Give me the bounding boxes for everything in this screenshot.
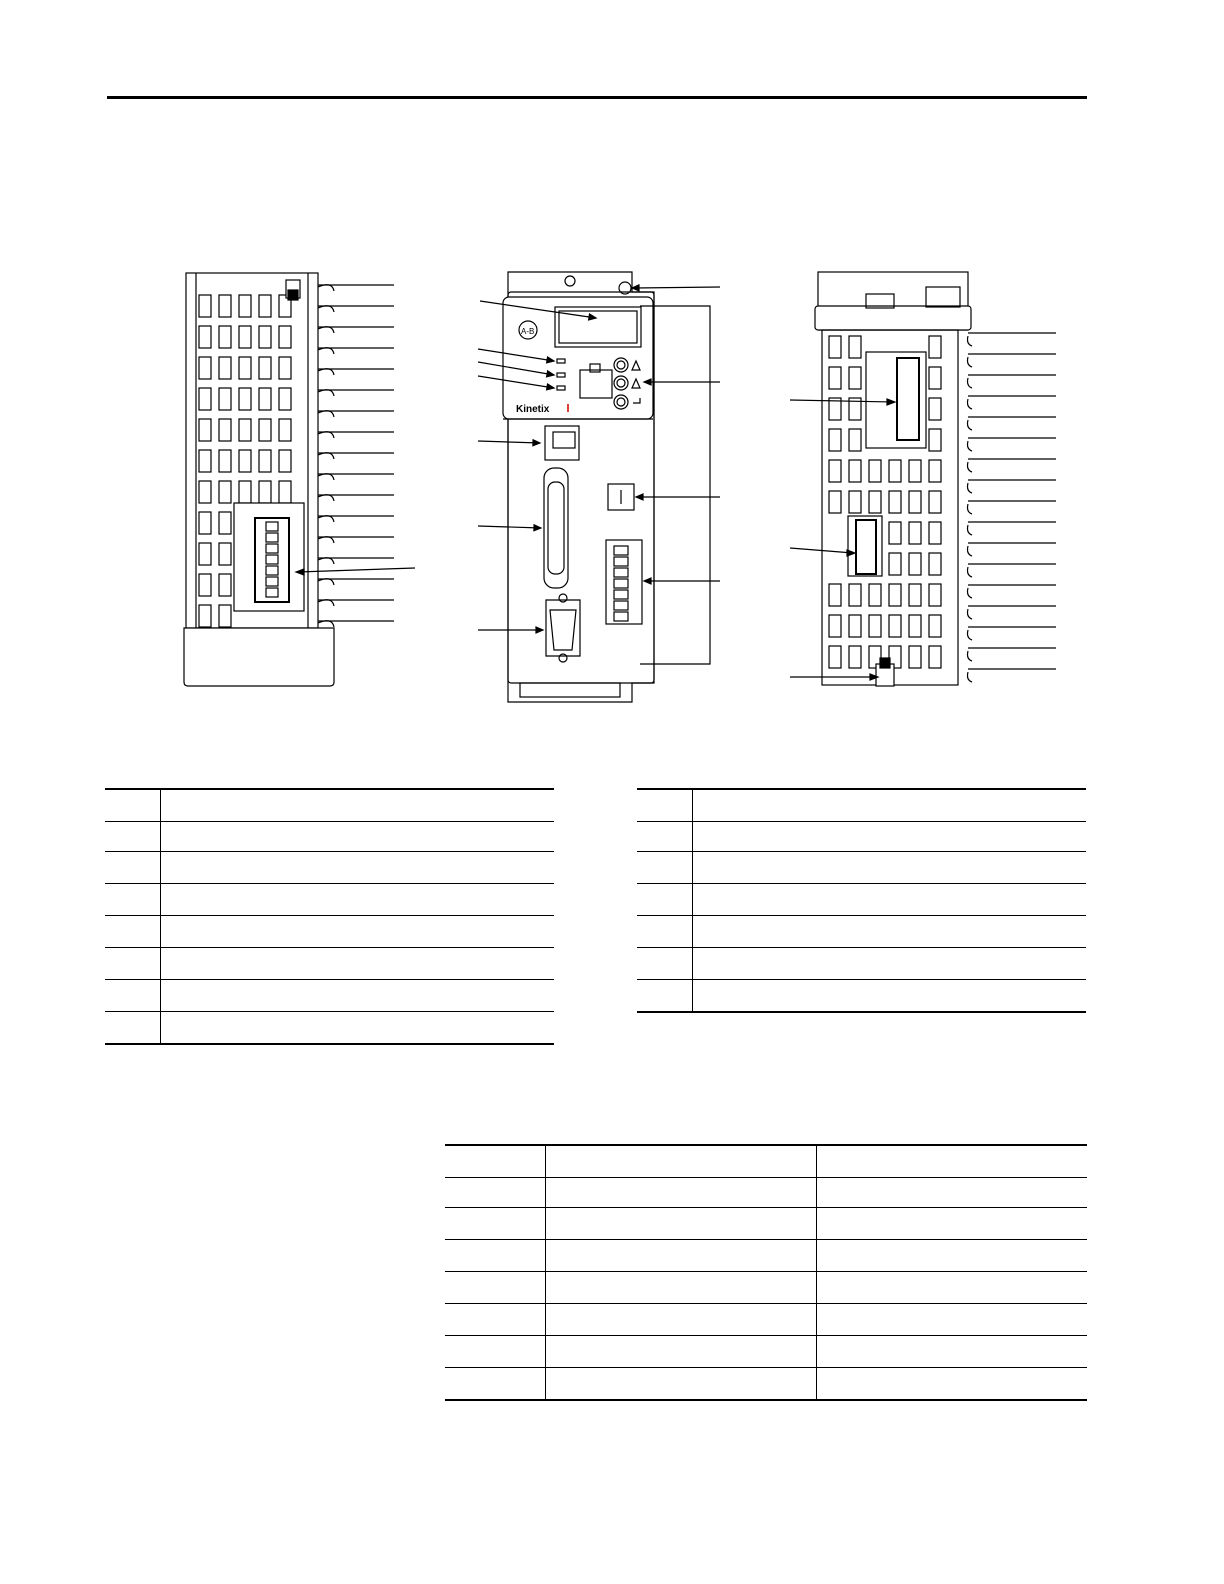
vent-slot bbox=[239, 481, 251, 503]
vent-slot bbox=[929, 584, 941, 606]
vent-slot bbox=[929, 429, 941, 451]
vent-slot bbox=[259, 295, 271, 317]
table-row bbox=[445, 1272, 1087, 1304]
left-heatsink-fins bbox=[318, 285, 394, 627]
vent-slot bbox=[259, 450, 271, 472]
fin-curl bbox=[318, 285, 334, 291]
vent-slot bbox=[239, 419, 251, 441]
vent-slot bbox=[219, 326, 231, 348]
vent-slot bbox=[199, 481, 211, 503]
fin-curl bbox=[318, 579, 334, 585]
vent-slot bbox=[259, 419, 271, 441]
vent-slot bbox=[259, 481, 271, 503]
kinetix-label: Kinetix bbox=[516, 404, 550, 415]
vent-slot bbox=[929, 367, 941, 389]
table-row bbox=[105, 884, 554, 916]
table-row bbox=[637, 948, 1086, 980]
vent-slot bbox=[849, 336, 861, 358]
vent-slot bbox=[199, 326, 211, 348]
fin-curl bbox=[318, 369, 334, 375]
fin-curl bbox=[968, 525, 973, 535]
vent-slot bbox=[219, 481, 231, 503]
vent-slot bbox=[909, 553, 921, 575]
vent-slot bbox=[199, 357, 211, 379]
vent-slot bbox=[239, 388, 251, 410]
table-row bbox=[105, 948, 554, 980]
vent-slot bbox=[869, 584, 881, 606]
fin-curl bbox=[318, 621, 334, 627]
fin-curl bbox=[318, 495, 334, 501]
fin-curl bbox=[968, 504, 973, 514]
vent-slot bbox=[889, 491, 901, 513]
vent-slot bbox=[889, 522, 901, 544]
bottom-spec-table bbox=[445, 1144, 1087, 1432]
fin-curl bbox=[318, 558, 334, 564]
vent-slot bbox=[279, 326, 291, 348]
vent-slot bbox=[849, 367, 861, 389]
vent-slot bbox=[259, 326, 271, 348]
vent-slot bbox=[929, 615, 941, 637]
vent-slot bbox=[199, 512, 211, 534]
vent-slot bbox=[849, 646, 861, 668]
vent-slot bbox=[219, 450, 231, 472]
vent-slot bbox=[279, 357, 291, 379]
table-row bbox=[105, 852, 554, 884]
vent-slot bbox=[829, 429, 841, 451]
vent-slot bbox=[909, 646, 921, 668]
fin-curl bbox=[968, 546, 973, 556]
vent-slot bbox=[909, 522, 921, 544]
vent-slot bbox=[909, 584, 921, 606]
table-row bbox=[445, 1176, 1087, 1208]
vent-slot bbox=[239, 295, 251, 317]
table-row bbox=[105, 820, 554, 852]
vent-slot bbox=[259, 357, 271, 379]
vent-slot bbox=[219, 512, 231, 534]
drive-views-figure bbox=[0, 0, 1224, 720]
vent-slot bbox=[909, 615, 921, 637]
vent-slot bbox=[889, 584, 901, 606]
fin-curl bbox=[318, 306, 334, 312]
vent-slot bbox=[849, 491, 861, 513]
left-side-view bbox=[184, 273, 415, 686]
vent-slot bbox=[199, 419, 211, 441]
vent-slot bbox=[829, 584, 841, 606]
vent-slot bbox=[829, 367, 841, 389]
vent-slot bbox=[829, 646, 841, 668]
vent-slot bbox=[219, 419, 231, 441]
vent-slot bbox=[279, 419, 291, 441]
vent-slot bbox=[199, 388, 211, 410]
table-row bbox=[105, 788, 554, 822]
vent-slot bbox=[829, 615, 841, 637]
vent-slot bbox=[869, 491, 881, 513]
vent-slot bbox=[219, 543, 231, 565]
table-row bbox=[637, 788, 1086, 822]
column-divider bbox=[160, 788, 161, 1044]
table-row bbox=[105, 980, 554, 1012]
vent-slot bbox=[929, 336, 941, 358]
vent-slot bbox=[929, 646, 941, 668]
fin-curl bbox=[318, 411, 334, 417]
table-row bbox=[445, 1208, 1087, 1240]
vent-slot bbox=[219, 605, 231, 627]
vent-slot bbox=[889, 615, 901, 637]
vent-slot bbox=[219, 357, 231, 379]
table-row bbox=[637, 820, 1086, 852]
vent-slot bbox=[219, 295, 231, 317]
vent-slot bbox=[829, 460, 841, 482]
vent-slot bbox=[199, 543, 211, 565]
fin-curl bbox=[318, 537, 334, 543]
callout-line bbox=[632, 287, 720, 288]
vent-slot bbox=[239, 326, 251, 348]
table-row bbox=[445, 1240, 1087, 1272]
column-divider bbox=[545, 1144, 546, 1400]
vent-slot bbox=[279, 481, 291, 503]
column-divider bbox=[692, 788, 693, 1012]
vent-slot bbox=[219, 388, 231, 410]
vent-slot bbox=[929, 398, 941, 420]
vent-slot bbox=[829, 336, 841, 358]
vent-slot bbox=[239, 450, 251, 472]
fin-curl bbox=[968, 378, 973, 388]
fin-curl bbox=[318, 453, 334, 459]
fin-curl bbox=[318, 390, 334, 396]
fin-curl bbox=[318, 348, 334, 354]
vent-slot bbox=[929, 460, 941, 482]
vent-slot bbox=[259, 388, 271, 410]
vent-slot bbox=[849, 615, 861, 637]
vent-slot bbox=[199, 295, 211, 317]
fin-curl bbox=[968, 399, 973, 409]
vent-slot bbox=[199, 574, 211, 596]
vent-slot bbox=[199, 450, 211, 472]
table-row bbox=[637, 916, 1086, 948]
vent-slot bbox=[929, 522, 941, 544]
vent-slot bbox=[849, 429, 861, 451]
fin-curl bbox=[318, 600, 334, 606]
fin-curl bbox=[968, 420, 973, 430]
vent-slot bbox=[219, 574, 231, 596]
callout-arrow bbox=[632, 285, 639, 291]
fin-curl bbox=[968, 567, 973, 577]
vent-slot bbox=[239, 357, 251, 379]
vent-slot bbox=[929, 491, 941, 513]
vent-slot bbox=[909, 460, 921, 482]
fin-curl bbox=[968, 336, 973, 346]
vent-slot bbox=[869, 615, 881, 637]
vent-slot bbox=[279, 388, 291, 410]
table-row bbox=[637, 852, 1086, 884]
table-row bbox=[445, 1304, 1087, 1336]
table-row bbox=[637, 980, 1086, 1013]
vent-slot bbox=[279, 450, 291, 472]
fin-curl bbox=[968, 357, 973, 367]
vent-slot bbox=[829, 491, 841, 513]
ab-logo-text: A-B bbox=[521, 327, 535, 336]
table-row bbox=[445, 1336, 1087, 1368]
table-row bbox=[105, 1012, 554, 1045]
vent-slot bbox=[869, 460, 881, 482]
fin-curl bbox=[968, 462, 973, 472]
fin-curl bbox=[968, 630, 973, 640]
fin-curl bbox=[968, 609, 973, 619]
right-heatsink-fins bbox=[968, 333, 1057, 682]
table-row bbox=[105, 916, 554, 948]
vent-slot bbox=[199, 605, 211, 627]
table-row bbox=[445, 1144, 1087, 1178]
fin-curl bbox=[968, 672, 973, 682]
fin-curl bbox=[318, 474, 334, 480]
fin-curl bbox=[968, 651, 973, 661]
vent-slot bbox=[889, 553, 901, 575]
fin-curl bbox=[318, 432, 334, 438]
column-divider bbox=[816, 1144, 817, 1400]
table-row bbox=[637, 884, 1086, 916]
fin-curl bbox=[968, 588, 973, 598]
front-view bbox=[478, 272, 720, 702]
left-callout-table bbox=[105, 788, 554, 1076]
vent-slot bbox=[849, 584, 861, 606]
fin-curl bbox=[318, 516, 334, 522]
fin-curl bbox=[968, 483, 973, 493]
vent-slot bbox=[929, 553, 941, 575]
right-callout-table bbox=[637, 788, 1086, 1044]
vent-slot bbox=[849, 460, 861, 482]
fin-curl bbox=[968, 441, 973, 451]
right-side-view bbox=[790, 272, 1056, 686]
vent-slot bbox=[889, 460, 901, 482]
fin-curl bbox=[318, 327, 334, 333]
table-row bbox=[445, 1368, 1087, 1401]
vent-slot bbox=[909, 491, 921, 513]
